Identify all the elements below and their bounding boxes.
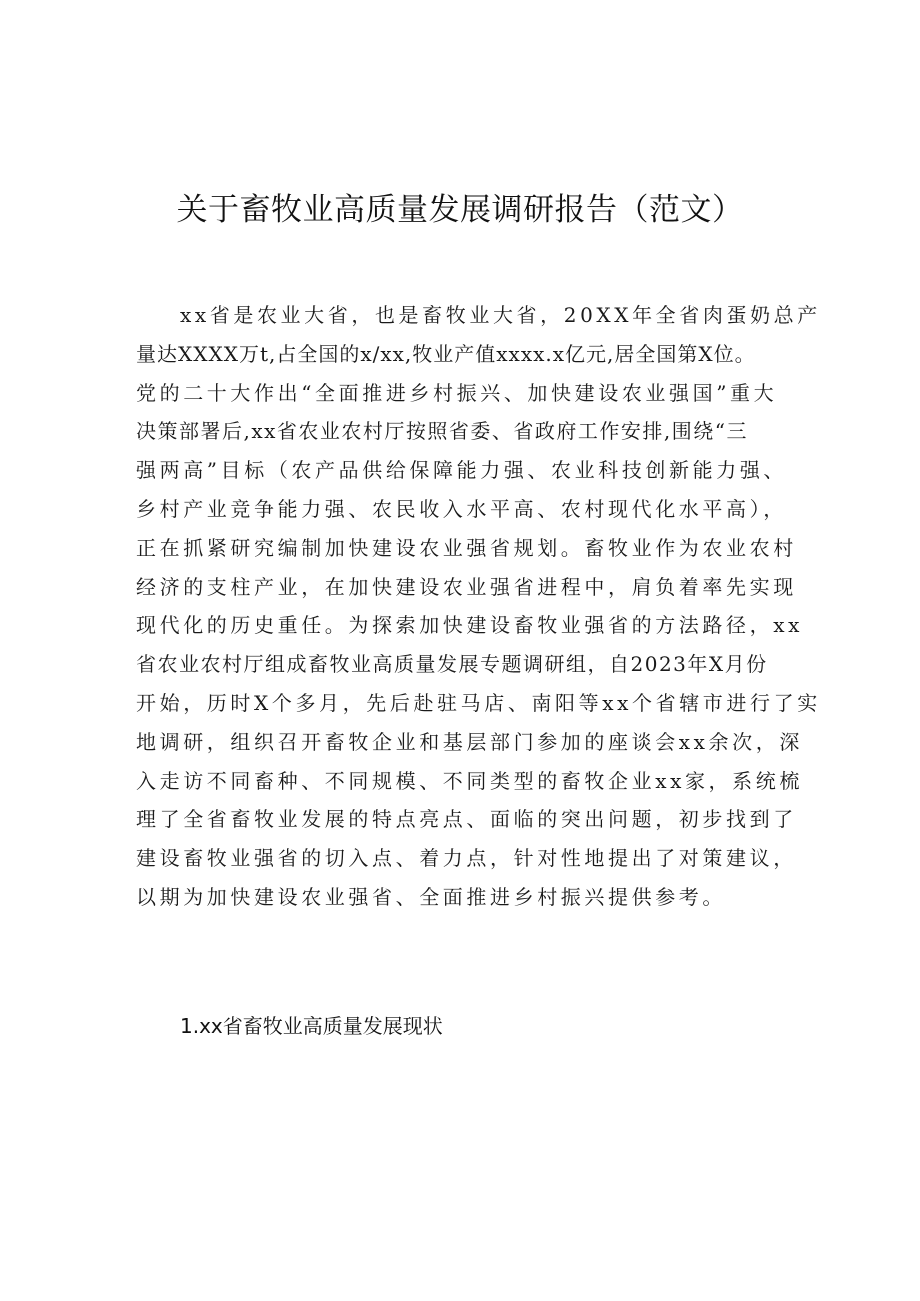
paragraph-line: 开始，历时X个多月，先后赴驻马店、南阳等xx个省辖市进行了实 <box>136 690 821 715</box>
paragraph-line: 经济的支柱产业，在加快建设农业强省进程中，肩负着率先实现 <box>136 574 797 599</box>
paragraph-line: 强两高”目标（农产品供给保障能力强、农业科技创新能力强、 <box>136 458 788 483</box>
paragraph-line: 地调研，组织召开畜牧企业和基层部门参加的座谈会xx余次，深 <box>136 729 803 754</box>
paragraph-line: 正在抓紧研究编制加快建设农业强省规划。畜牧业作为农业农村 <box>136 535 797 560</box>
paragraph-line: 建设畜牧业强省的切入点、着力点，针对性地提出了对策建议， <box>136 846 797 871</box>
paragraph-line: 乡村产业竞争能力强、农民收入水平高、农村现代化水平高）， <box>136 496 787 521</box>
paragraph-line: 省农业农村厅组成畜牧业高质量发展专题调研组，自2023年X月份 <box>136 652 768 677</box>
paragraph-line: 量达XXXX万t,占全国的x∕xx,牧业产值xxxx.x亿元,居全国第X位。 <box>136 341 756 366</box>
paragraph-line: 现代化的历史重任。为探索加快建设畜牧业强省的方法路径，xx <box>136 613 803 638</box>
document-title: 关于畜牧业高质量发展调研报告（范文） <box>176 192 744 228</box>
paragraph-line: 以期为加快建设农业强省、全面推进乡村振兴提供参考。 <box>136 884 726 909</box>
paragraph-line: 入走访不同畜种、不同规模、不同类型的畜牧企业xx家，系统梳 <box>136 768 803 793</box>
paragraph-line: xx省是农业大省，也是畜牧业大省，20XX年全省肉蛋奶总产 <box>180 303 821 327</box>
intro-paragraph <box>136 296 821 917</box>
section-heading: 1.xx省畜牧业高质量发展现状 <box>180 1014 443 1038</box>
paragraph-line: 决策部署后,xx省农业农村厅按照省委、省政府工作安排,围绕“三 <box>136 419 748 444</box>
paragraph-line: 理了全省畜牧业发展的特点亮点、面临的突出问题，初步找到了 <box>136 807 797 832</box>
paragraph-line: 党的二十大作出“全面推进乡村振兴、加快建设农业强国”重大 <box>136 380 778 405</box>
